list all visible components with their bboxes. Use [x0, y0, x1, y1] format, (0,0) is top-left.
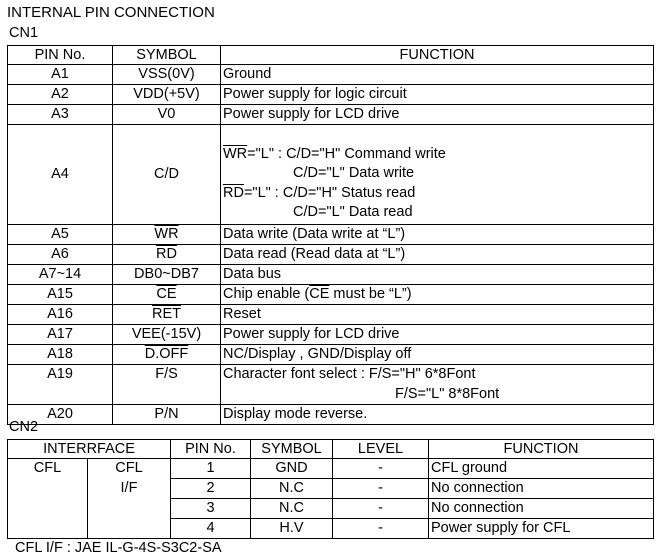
pin-cell: A4 [8, 125, 113, 225]
function-text: ="L" : C/D="H" Status read [243, 184, 416, 201]
function-cell: Power supply for LCD drive [221, 105, 654, 125]
interface-text: I/F [120, 479, 138, 496]
header-symbol: SYMBOL [113, 46, 221, 65]
symbol-cell: VEE(-15V) [113, 325, 221, 345]
function-line: C/D="L" Data write [293, 165, 415, 181]
function-line [223, 184, 653, 204]
function-cell: Power supply for logic circuit [221, 85, 654, 105]
function-cell: NC/Display , GND/Display off [221, 345, 654, 365]
page-title: INTERNAL PIN CONNECTION [7, 4, 215, 21]
symbol-cell: F/S [113, 365, 221, 405]
symbol-cell [113, 225, 221, 245]
pin-cell: A6 [8, 245, 113, 265]
table-row [8, 245, 654, 265]
pin-cell: A17 [8, 325, 113, 345]
pin-cell: A7~14 [8, 265, 113, 285]
symbol-overline: $\overline{RET}$ [152, 306, 181, 322]
pin-cell: A19 [8, 365, 113, 405]
table-row [8, 65, 654, 85]
function-cell [221, 365, 654, 405]
table-row [8, 225, 654, 245]
pin-cell: A3 [8, 105, 113, 125]
table-row [8, 345, 654, 365]
function-cell: CFL ground [429, 459, 654, 479]
function-cell [221, 125, 654, 225]
header-function: FUNCTION [429, 440, 654, 459]
header-level: LEVEL [333, 440, 429, 459]
pin-cell: A20 [8, 405, 113, 425]
function-cell: Data write (Data write at “L”) [221, 225, 654, 245]
cn2-header-row [8, 440, 654, 459]
symbol-cell: N.C [251, 479, 333, 499]
pin-cell: A15 [8, 285, 113, 305]
symbol-cell: DB0~DB7 [113, 265, 221, 285]
wr-overline-text: $\overline{WR}$ [223, 145, 248, 162]
symbol-cell: P/N [113, 405, 221, 425]
pin-cell: 2 [171, 479, 251, 499]
level-cell: - [333, 519, 429, 539]
symbol-cell: V0 [113, 105, 221, 125]
symbol-cell: VDD(+5V) [113, 85, 221, 105]
symbol-overline: $\overline{CE}$ [156, 286, 177, 302]
header-pin-no: PIN No. [171, 440, 251, 459]
table-row [8, 265, 654, 285]
function-line: Character font select : F/S="H" 6*8Font [223, 366, 476, 382]
function-line: C/D="L" Data read [293, 204, 413, 220]
pin-cell: A16 [8, 305, 113, 325]
cn1-label: CN1 [9, 25, 39, 41]
function-cell: Power supply for LCD drive [221, 325, 654, 345]
table-row [8, 325, 654, 345]
symbol-cell: N.C [251, 499, 333, 519]
function-line [223, 145, 653, 165]
header-interface: INTERRFACE [8, 440, 171, 459]
header-symbol: SYMBOL [251, 440, 333, 459]
symbol-cell: C/D [113, 125, 221, 225]
symbol-overline: $\overline{WR}$ [154, 226, 179, 242]
symbol-cell [113, 305, 221, 325]
pin-cell: 4 [171, 519, 251, 539]
symbol-cell: GND [251, 459, 333, 479]
table-row [8, 365, 654, 405]
pin-cell: A18 [8, 345, 113, 365]
pin-cell: 3 [171, 499, 251, 519]
function-text: Chip enable ( [223, 286, 310, 302]
function-text: must be “L”) [329, 286, 412, 302]
header-function: FUNCTION [221, 46, 654, 65]
function-cell: Reset [221, 305, 654, 325]
function-cell: Display mode reverse. [221, 405, 654, 425]
symbol-cell [113, 345, 221, 365]
symbol-cell [113, 245, 221, 265]
function-text: ="L" : C/D="H" Command write [247, 145, 446, 162]
function-cell: Power supply for CFL [429, 519, 654, 539]
symbol-overline: $\overline{RD}$ [156, 246, 177, 262]
function-cell: No connection [429, 479, 654, 499]
table-row [8, 285, 654, 305]
interface-text: CFL [115, 460, 143, 476]
pin-cell: 1 [171, 459, 251, 479]
cn2-table [7, 439, 654, 539]
rd-overline-text: $\overline{RD}$ [223, 184, 244, 201]
table-row [8, 405, 654, 425]
function-cell: No connection [429, 499, 654, 519]
pin-cell: A2 [8, 85, 113, 105]
ce-overline-text: $\overline{CE}$ [309, 286, 330, 302]
function-cell: Ground [221, 65, 654, 85]
header-pin-no: PIN No. [8, 46, 113, 65]
level-cell: - [333, 499, 429, 519]
function-cell [221, 285, 654, 305]
table-row [8, 305, 654, 325]
table-row [8, 125, 654, 225]
cn1-header-row [8, 46, 654, 65]
pin-cell: A5 [8, 225, 113, 245]
function-cell: Data bus [221, 265, 654, 285]
symbol-cell [113, 285, 221, 305]
symbol-cell: H.V [251, 519, 333, 539]
interface-cfl-if-cell [88, 459, 171, 539]
interface-cfl-cell: CFL [8, 459, 88, 539]
level-cell: - [333, 479, 429, 499]
symbol-overline: D.OFF [144, 346, 189, 362]
cn2-label: CN2 [9, 419, 39, 435]
table-row [8, 105, 654, 125]
function-line: F/S="L" 8*8Font [395, 385, 500, 402]
function-cell: Data read (Read data at “L”) [221, 245, 654, 265]
cn1-table [7, 45, 654, 425]
symbol-cell: VSS(0V) [113, 65, 221, 85]
table-row [8, 459, 654, 479]
pin-cell: A1 [8, 65, 113, 85]
table-row [8, 85, 654, 105]
level-cell: - [333, 459, 429, 479]
footer-note: CFL I/F : JAE IL-G-4S-S3C2-SA [15, 540, 222, 556]
